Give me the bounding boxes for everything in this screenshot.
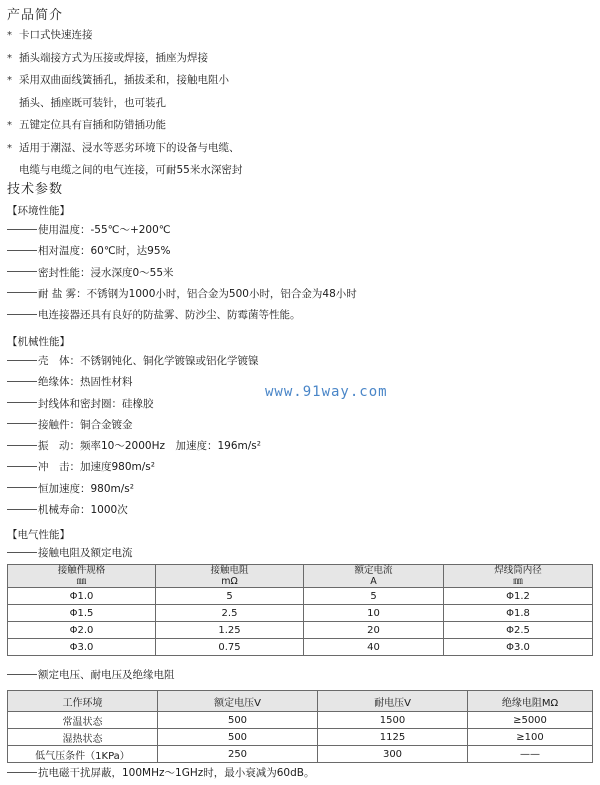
asterisk-icon: * bbox=[7, 75, 12, 86]
table-cell: 20 bbox=[304, 622, 444, 639]
table-row bbox=[8, 746, 593, 763]
spec-item bbox=[7, 372, 261, 393]
table-row bbox=[8, 605, 593, 622]
dash-line bbox=[7, 466, 37, 467]
column-header: 工作环境 bbox=[8, 691, 158, 712]
tech-title: 技术参数 bbox=[7, 182, 64, 197]
dash-line bbox=[7, 509, 37, 510]
feature-text: 插头、插座既可装针，也可装孔 bbox=[19, 96, 166, 109]
table-cell: Φ2.0 bbox=[8, 622, 156, 639]
table-cell: Φ1.2 bbox=[444, 588, 593, 605]
dash-line bbox=[7, 250, 37, 251]
table-cell: Φ1.5 bbox=[8, 605, 156, 622]
mechanical-section bbox=[7, 333, 261, 521]
header-main: 接触件规格 bbox=[57, 565, 106, 576]
table-cell: 湿热状态 bbox=[8, 729, 158, 746]
feature-text: 采用双曲面线簧插孔，插拔柔和，接触电阻小 bbox=[19, 74, 229, 86]
spec-item bbox=[7, 457, 261, 478]
dash-line bbox=[7, 772, 37, 773]
asterisk-icon: * bbox=[7, 120, 12, 131]
feature-item bbox=[7, 47, 592, 70]
spec-text: 封线体和密封圈：硅橡胶 bbox=[38, 397, 154, 410]
table-cell: 300 bbox=[318, 746, 468, 763]
dash-line bbox=[7, 445, 37, 446]
table-cell: 10 bbox=[304, 605, 444, 622]
spec-text: 使用温度：-55℃～+200℃ bbox=[38, 224, 171, 236]
column-header bbox=[156, 565, 304, 588]
spec-text: 耐 盐 雾：不锈钢为1000小时，铝合金为500小时，铝合金为48小时 bbox=[38, 287, 357, 300]
spec-item bbox=[7, 351, 261, 372]
feature-text: 插头端接方式为压接或焊接，插座为焊接 bbox=[19, 51, 208, 64]
table-row bbox=[8, 712, 593, 729]
table-cell: —— bbox=[468, 746, 593, 763]
spec-text: 密封性能：浸水深度0～55米 bbox=[38, 266, 174, 279]
environment-section bbox=[7, 202, 357, 326]
dash-line bbox=[7, 314, 37, 315]
header-unit: ㎜ bbox=[76, 576, 87, 587]
feature-text: 适用于潮湿、浸水等恶劣环境下的设备与电缆、 bbox=[19, 141, 240, 154]
header-main: 焊线筒内径 bbox=[494, 565, 542, 576]
spec-item bbox=[7, 415, 261, 436]
header-main: 接触电阻 bbox=[210, 565, 249, 576]
spec-item bbox=[7, 305, 357, 326]
dash-line bbox=[7, 674, 37, 675]
contact-table bbox=[7, 564, 593, 656]
header-unit: mΩ bbox=[221, 576, 238, 587]
feature-text: 电缆与电缆之间的电气连接，可耐55米水深密封 bbox=[19, 164, 243, 176]
table-cell: 常温状态 bbox=[8, 712, 158, 729]
header-unit: A bbox=[370, 576, 377, 587]
table-cell: 5 bbox=[156, 588, 304, 605]
table-cell: Φ3.0 bbox=[444, 639, 593, 656]
intro-title: 产品简介 bbox=[7, 8, 64, 23]
voltage-table bbox=[7, 690, 593, 763]
table-cell: 250 bbox=[158, 746, 318, 763]
asterisk-icon: * bbox=[7, 142, 12, 154]
table-cell: 5 bbox=[304, 588, 444, 605]
dash-line bbox=[7, 229, 37, 230]
spec-item bbox=[7, 263, 357, 284]
spec-item bbox=[7, 284, 357, 305]
asterisk-icon: * bbox=[7, 52, 12, 64]
dash-line bbox=[7, 271, 37, 272]
feature-list bbox=[7, 24, 592, 182]
spec-item bbox=[7, 500, 261, 521]
header-main: 额定电流 bbox=[354, 565, 393, 576]
dash-line bbox=[7, 292, 37, 293]
dash-line bbox=[7, 381, 37, 382]
environment-title: 【环境性能】 bbox=[7, 205, 70, 217]
electrical-section bbox=[7, 526, 133, 562]
table-cell: 0.75 bbox=[156, 639, 304, 656]
spec-text: 电连接器还具有良好的防盐雾、防沙尘、防霉菌等性能。 bbox=[38, 309, 301, 322]
spec-text: 恒加速度：980m/s² bbox=[38, 482, 134, 495]
table-header-row bbox=[8, 565, 593, 588]
spec-text: 壳 体：不锈钢钝化、铜化学镀镍或铝化学镀镍 bbox=[38, 355, 259, 367]
table-row bbox=[8, 588, 593, 605]
contact-label: 接触电阻及额定电流 bbox=[7, 544, 133, 562]
emi-line: 抗电磁干扰屏蔽，100MHz～1GHz时，最小衰减为60dB。 bbox=[7, 764, 314, 782]
spec-text: 接触件：铜合金镀金 bbox=[38, 418, 133, 431]
table-cell: 1125 bbox=[318, 729, 468, 746]
table-cell: ≥5000 bbox=[468, 712, 593, 729]
spec-item bbox=[7, 241, 357, 262]
table-cell: 40 bbox=[304, 639, 444, 656]
feature-item bbox=[7, 69, 592, 92]
spec-text: 机械寿命：1000次 bbox=[38, 504, 128, 517]
mechanical-title: 【机械性能】 bbox=[7, 336, 70, 348]
table-cell: 1500 bbox=[318, 712, 468, 729]
spec-item bbox=[7, 394, 261, 415]
table-cell: 低气压条件（1KPa） bbox=[8, 746, 158, 763]
table-cell: 2.5 bbox=[156, 605, 304, 622]
feature-item bbox=[7, 137, 592, 160]
feature-item bbox=[7, 92, 592, 115]
dash-line bbox=[7, 402, 37, 403]
dash-line bbox=[7, 552, 37, 553]
table-row bbox=[8, 729, 593, 746]
column-header bbox=[304, 565, 444, 588]
table-cell: Φ1.8 bbox=[444, 605, 593, 622]
table-cell: 500 bbox=[158, 729, 318, 746]
spec-text: 相对温度：60℃时，达95% bbox=[38, 245, 171, 258]
spec-text: 绝缘体：热固性材料 bbox=[38, 376, 133, 389]
column-header: 额定电压V bbox=[158, 691, 318, 712]
feature-item bbox=[7, 159, 592, 182]
asterisk-icon: * bbox=[7, 30, 12, 41]
watermark-text: www.91way.com bbox=[265, 384, 388, 400]
table-cell: 500 bbox=[158, 712, 318, 729]
table-row bbox=[8, 622, 593, 639]
table-cell: 1.25 bbox=[156, 622, 304, 639]
column-header: 耐电压V bbox=[318, 691, 468, 712]
column-header: 绝缘电阻MΩ bbox=[468, 691, 593, 712]
spec-item bbox=[7, 436, 261, 457]
spec-item bbox=[7, 220, 357, 241]
table-cell: Φ3.0 bbox=[8, 639, 156, 656]
dash-line bbox=[7, 487, 37, 488]
spec-text: 振 动：频率10～2000Hz 加速度：196m/s² bbox=[38, 440, 261, 453]
feature-item bbox=[7, 24, 592, 47]
table-header-row bbox=[8, 691, 593, 712]
column-header bbox=[444, 565, 593, 588]
dash-line bbox=[7, 360, 37, 361]
feature-text: 五键定位具有盲插和防错插功能 bbox=[19, 119, 166, 131]
dash-line bbox=[7, 423, 37, 424]
table-row bbox=[8, 639, 593, 656]
feature-text: 卡口式快速连接 bbox=[19, 29, 93, 41]
feature-item bbox=[7, 114, 592, 137]
header-unit: ㎜ bbox=[513, 576, 523, 587]
table-cell: Φ2.5 bbox=[444, 622, 593, 639]
electrical-title: 【电气性能】 bbox=[7, 529, 70, 541]
column-header bbox=[8, 565, 156, 588]
spec-text: 冲 击：加速度980m/s² bbox=[38, 461, 155, 474]
table-cell: ≥100 bbox=[468, 729, 593, 746]
voltage-label: 额定电压、耐电压及绝缘电阻 bbox=[7, 666, 175, 684]
spec-item bbox=[7, 479, 261, 500]
table-cell: Φ1.0 bbox=[8, 588, 156, 605]
